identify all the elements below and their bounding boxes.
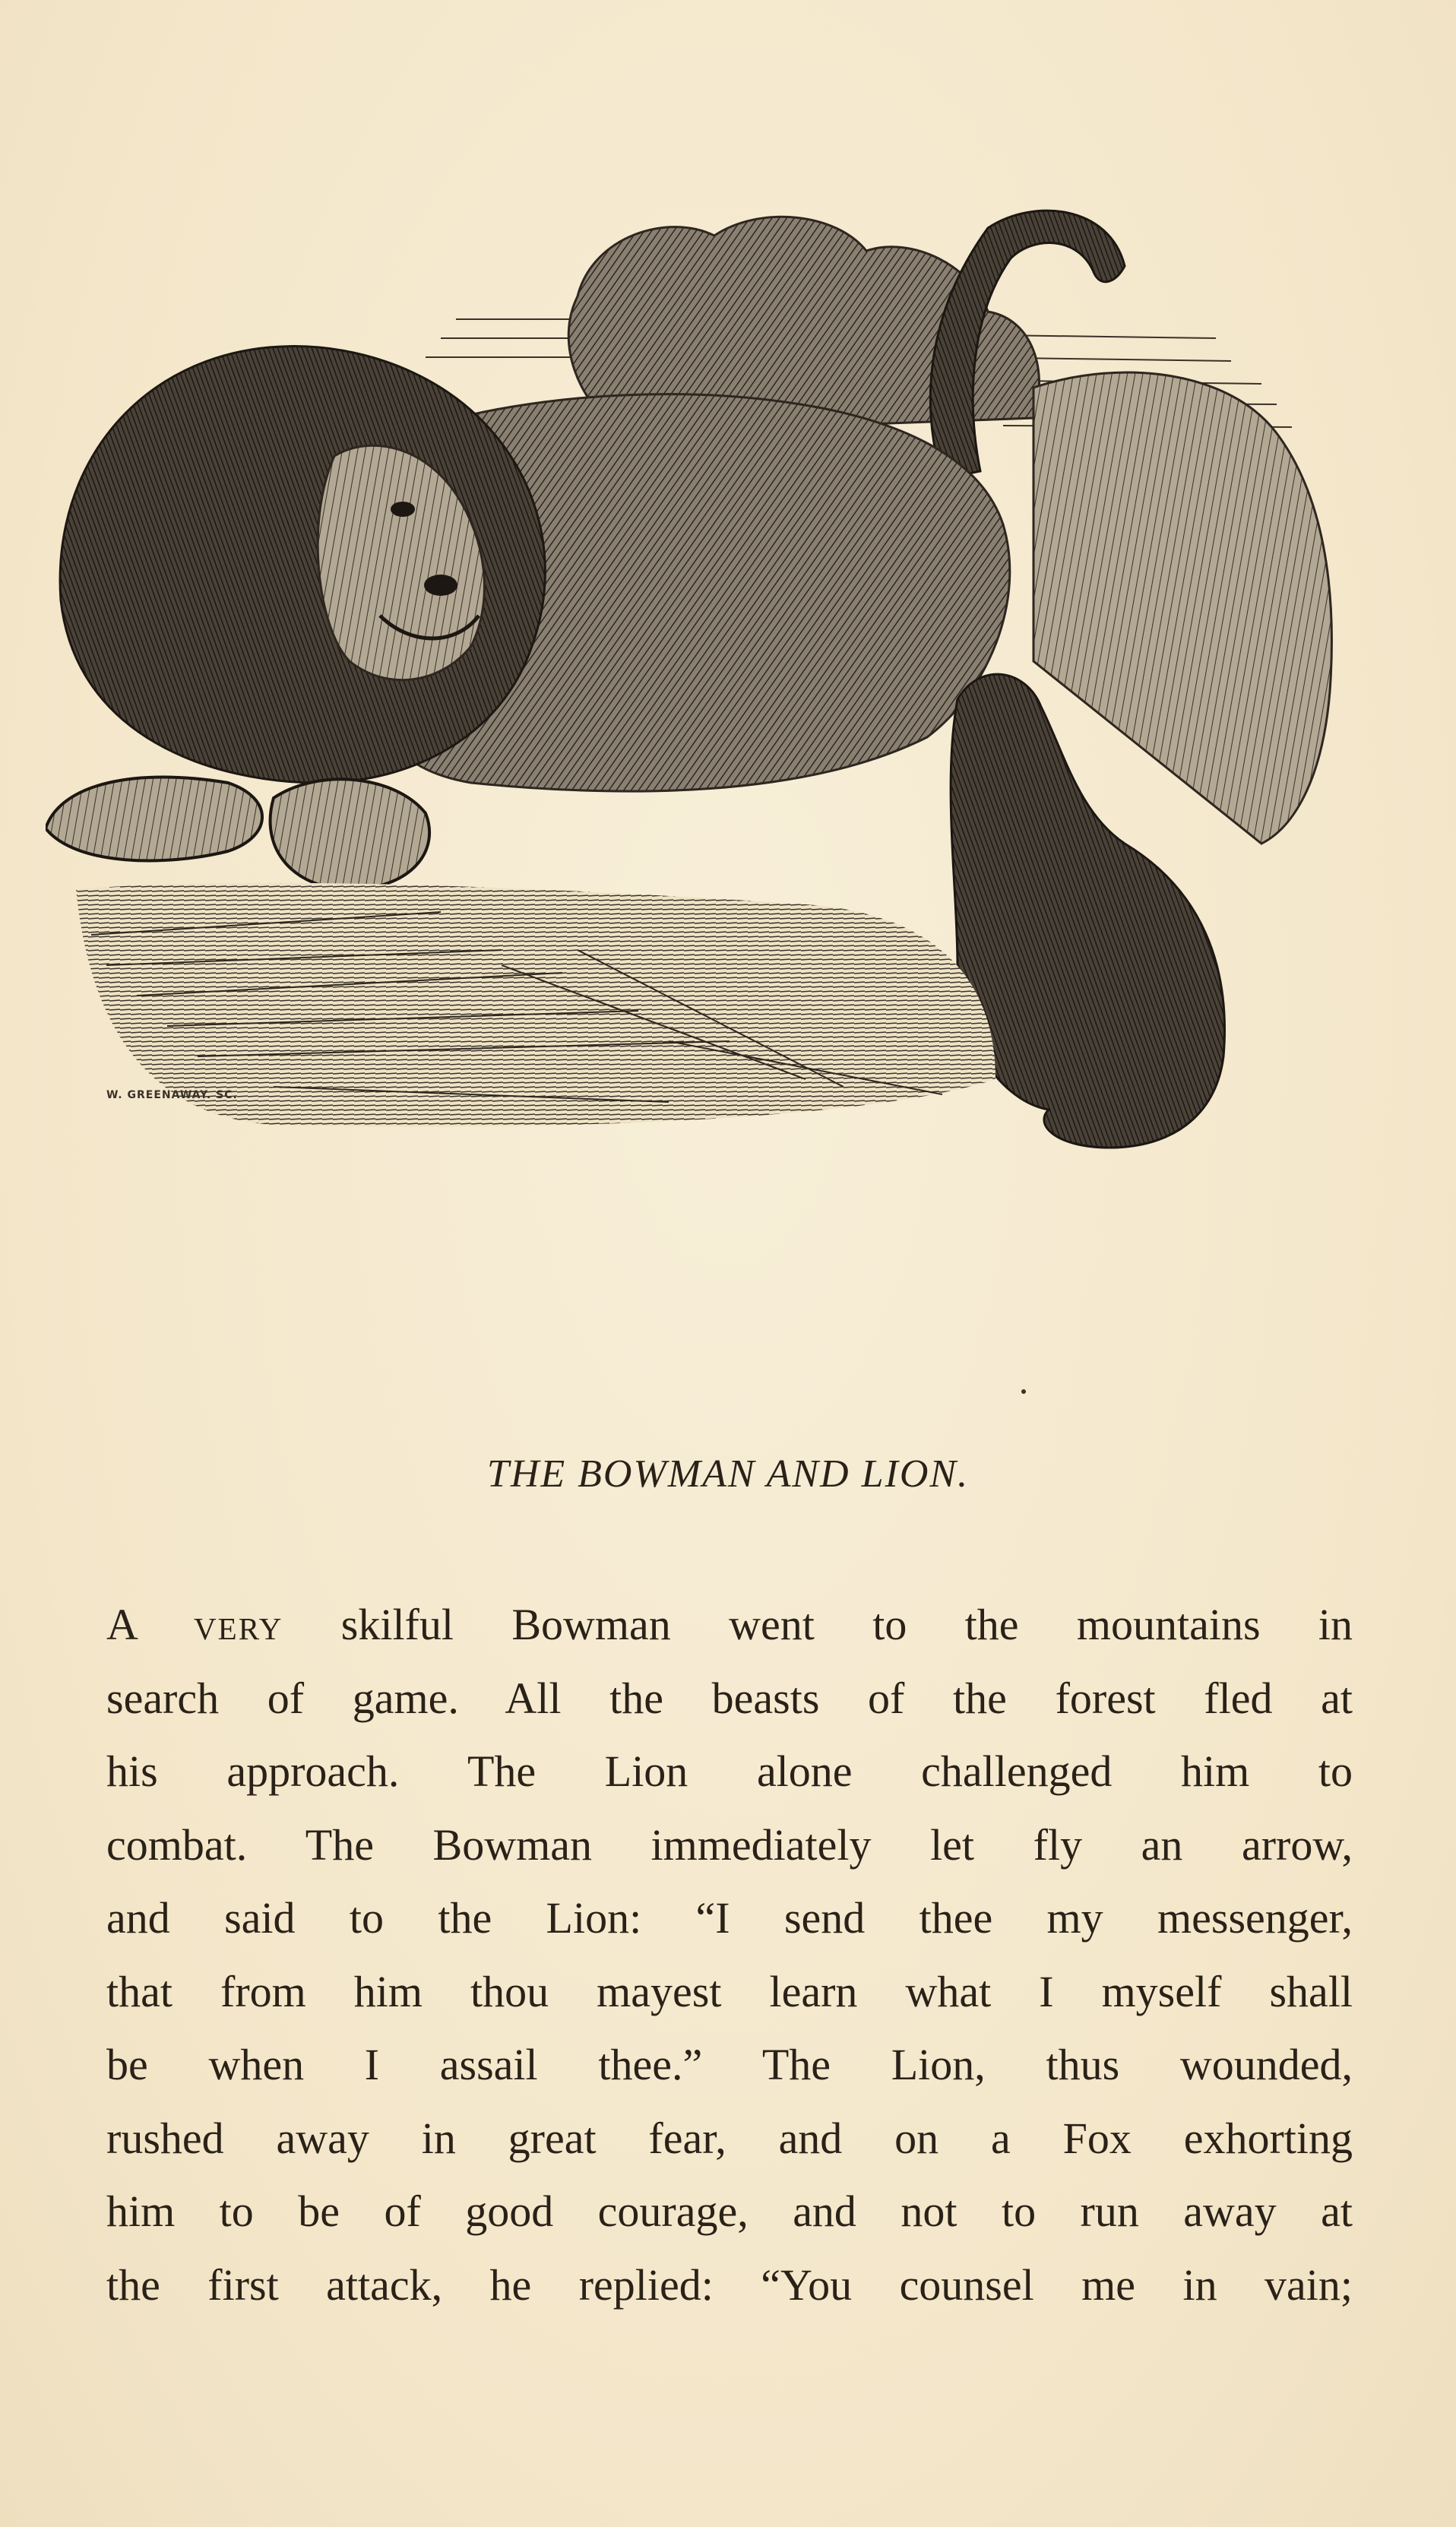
tall-grass: [1033, 372, 1331, 844]
text-line-10: the first attack, he replied: “You counsel me in vain;: [106, 2259, 1353, 2310]
lion-paw-right: [271, 779, 430, 889]
text-line-7: be when I assail thee.” The Lion, thus wounded,: [106, 2040, 1353, 2089]
opening-initial: A: [106, 1600, 136, 1649]
text-line-8: rushed away in great fear, and on a Fox exhorting: [106, 2113, 1353, 2163]
text-line-6: that from him thou mayest learn what I myself shall: [106, 1966, 1353, 2016]
text-line-4: combat. The Bowman immediately let fly an arrow,: [106, 1819, 1353, 1870]
text-line-1: [106, 1588, 1353, 1662]
engraver-signature: W. GREENAWAY. SC.: [106, 1089, 238, 1101]
ink-speck: [1021, 1389, 1026, 1394]
lion-paw-left: [46, 777, 262, 861]
opening-smallcaps: very: [194, 1600, 283, 1649]
fable-title: THE BOWMAN AND LION.: [486, 1452, 970, 1496]
text-line-9: him to be of good courage, and not to run away at: [106, 2187, 1353, 2236]
text-line-2: search of game. All the beasts of the forest fled at: [106, 1673, 1353, 1723]
text-line-5: and said to the Lion: “I send thee my messenger,: [106, 1893, 1353, 1943]
fable-text: [106, 1588, 1353, 2322]
lion-and-fox-engraving: [46, 205, 1406, 1284]
engraving-svg: [46, 205, 1406, 1284]
line-1-rest: skilful Bowman went to the mountains in: [283, 1600, 1353, 1649]
lion-nose: [424, 575, 457, 596]
text-line-3: his approach. The Lion alone challenged him to: [106, 1746, 1353, 1796]
lion-eye: [391, 502, 415, 517]
